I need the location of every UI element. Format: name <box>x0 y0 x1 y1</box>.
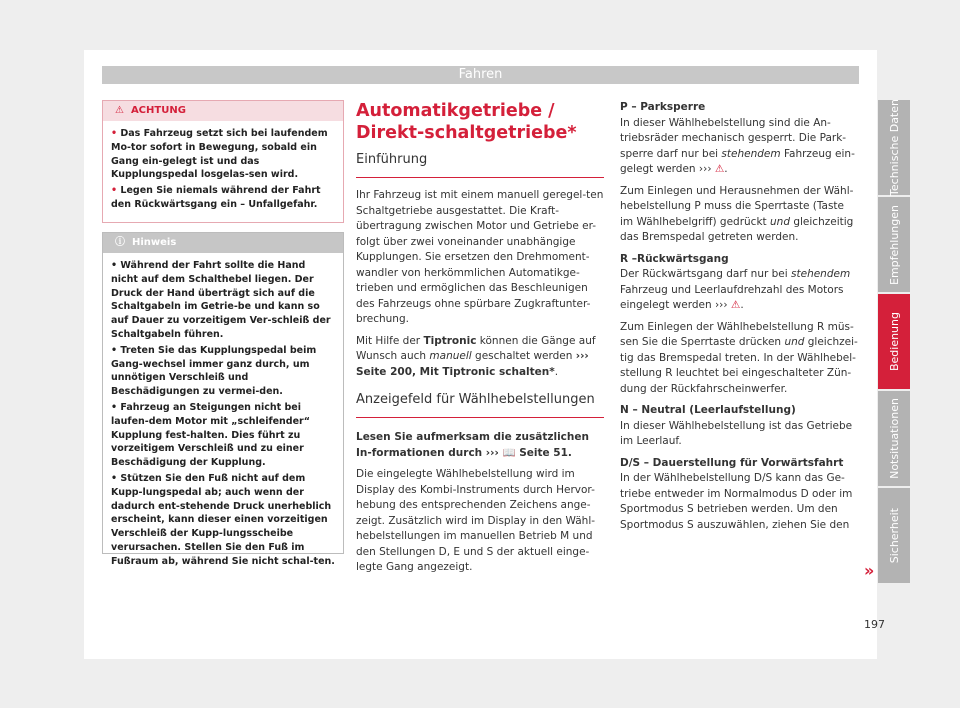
tiptronic-link[interactable]: ››› Seite 200, Mit Tiptronic schalten* <box>356 350 589 378</box>
page-link[interactable]: Seite 51. <box>519 446 572 459</box>
warning-item: • Legen Sie niemals während der Fahrt den Rückwärtsgang ein – Unfallgefahr. <box>111 185 321 210</box>
warning-box <box>102 100 342 223</box>
tab-empfehlungen[interactable]: Empfehlungen <box>878 197 910 292</box>
warning-item: • Das Fahrzeug setzt sich bei laufendem Mo-tor sofort in Bewegung, sobald ein Gang ein-gelegt ist und das Kupplungspedal losgelas-sen wird. <box>111 128 328 181</box>
hint-item: • Stützen Sie den Fuß nicht auf dem Kupp-lungspedal ab; auch wenn der dadurch ent-stehende Druck unerheblich erscheint, kann dieser einen vorzeitigen Verschleiß der Kupp-lungsscheibe verursachen. Stellen Sie den Fuß im Fußraum ab, während Sie nicht schal-ten. <box>111 472 335 567</box>
hint-header: ⓘ Hinweis <box>103 233 343 253</box>
ds-title: D/S – Dauerstellung für Vorwärtsfahrt <box>620 456 844 469</box>
section-subtitle: Einführung <box>356 152 428 167</box>
warning-icon: ⚠ <box>714 163 725 175</box>
book-icon: 📖 <box>502 446 516 459</box>
continue-arrow-icon: » <box>864 561 875 580</box>
right-column <box>620 100 860 539</box>
r-paragraph-1: Der Rückwärtsgang darf nur bei stehendem Fahrzeug und Leerlaufdrehzahl des Motors eingelegt werden ››› ⚠. <box>620 268 851 311</box>
page-number: 197 <box>864 618 885 631</box>
p-paragraph-1: In dieser Wählhebelstellung sind die An-triebsräder mechanisch gesperrt. Die Park-sperre darf nur bei stehendem Fahrzeug ein-gelegt werden ››› ⚠. <box>620 116 855 175</box>
hint-item: • Treten Sie das Kupplungspedal beim Gang-wechsel immer ganz durch, um unnötigen Verschleiß und Beschädigungen zu vermei-den. <box>111 344 317 398</box>
lead-paragraph: Lesen Sie aufmerksam die zusätzlichen In-formationen durch ››› 📖 Seite 51. <box>356 431 589 459</box>
main-column <box>356 100 604 582</box>
display-paragraph: Die eingelegte Wählhebelstellung wird im Display des Kombi-Instruments durch Hervor-hebung des entsprechenden Zeichens ange-zeigt. Zusätzlich wird im Display in den Wähl-hebelstellungen im manuellen Betrieb M und den Stellungen D, E und S der aktuell einge-legte Gang angezeigt. <box>356 468 596 573</box>
info-icon: ⓘ <box>115 237 125 248</box>
hint-item: • Fahrzeug an Steigungen nicht bei laufen-dem Motor mit „schleifender“ Kupplung fest-halten. Dies führt zu vorzeitigem Verschleiß und zu einer Beschädigung der Kupplung. <box>111 401 310 469</box>
tab-notsituationen[interactable]: Notsituationen <box>878 391 910 486</box>
warning-header: ⚠ ACHTUNG <box>103 101 343 121</box>
tab-bedienung[interactable]: Bedienung <box>878 294 910 389</box>
tiptronic-paragraph: Mit Hilfe der Tiptronic können die Gänge auf Wunsch auch manuell geschaltet werden ››› Seite 200, Mit Tiptronic schalten*. <box>356 334 596 378</box>
n-title: N – Neutral (Leerlaufstellung) <box>620 404 796 416</box>
intro-paragraph: Ihr Fahrzeug ist mit einem manuell geregel-ten Schaltgetriebe ausgestattet. Die Kraft-übertragung zwischen Motor und Getriebe er-folgt über zwei voneinander unabhängige Kupplungen. Sie ersetzen den Drehmoment-wandler von herkömmlichen Automatikge-trieben und ermöglichen das Beschleunigen des Fahrzeugs ohne spürbare Zugkraftunter-brechung. <box>356 189 604 325</box>
tab-sicherheit[interactable]: Sicherheit <box>878 488 910 583</box>
hint-box <box>102 232 344 567</box>
r-title: R –Rückwärtsgang <box>620 252 729 265</box>
ds-paragraph: In der Wählhebelstellung D/S kann das Ge-triebe entweder im Normalmodus D oder im Sportmodus S betrieben werden. Um den Sportmodus S auszuwählen, ziehen Sie den <box>620 472 853 531</box>
section-title: Anzeigefeld für Wählhebelstellungen <box>356 392 595 407</box>
n-paragraph: In dieser Wählhebelstellung ist das Getriebe im Leerlauf. <box>620 419 853 447</box>
r-paragraph-2: Zum Einlegen der Wählhebelstellung R müs-sen Sie die Sperrtaste drücken und gleichzei-tig das Bremspedal treten. In der Wählhebel-stellung R leuchtet bei eingeschalteter Zün-dung der Rückfahrscheinwerfer. <box>620 320 858 395</box>
p-title: P – Parksperre <box>620 101 706 113</box>
hint-item: • Während der Fahrt sollte die Hand nicht auf dem Schalthebel liegen. Der Druck der Hand überträgt sich auf die Schaltgabeln im Getrie-be und kann so auf Dauer zu vorzeitigem Ver-schleiß der Schaltgabeln führen. <box>111 260 331 340</box>
warning-icon: ⚠ <box>730 299 741 311</box>
section-header: Fahren <box>102 66 859 84</box>
p-paragraph-2: Zum Einlegen und Herausnehmen der Wähl-hebelstellung P muss die Sperrtaste (Taste im Wählhebelgriff) gedrückt und gleichzeitig das Bremspedal getreten werden. <box>620 184 854 243</box>
tab-technische-daten[interactable]: Technische Daten <box>878 100 910 195</box>
warning-icon: ⚠ <box>115 105 124 116</box>
page-title: Automatikgetriebe / Direkt-schaltgetriebe* <box>356 101 577 143</box>
